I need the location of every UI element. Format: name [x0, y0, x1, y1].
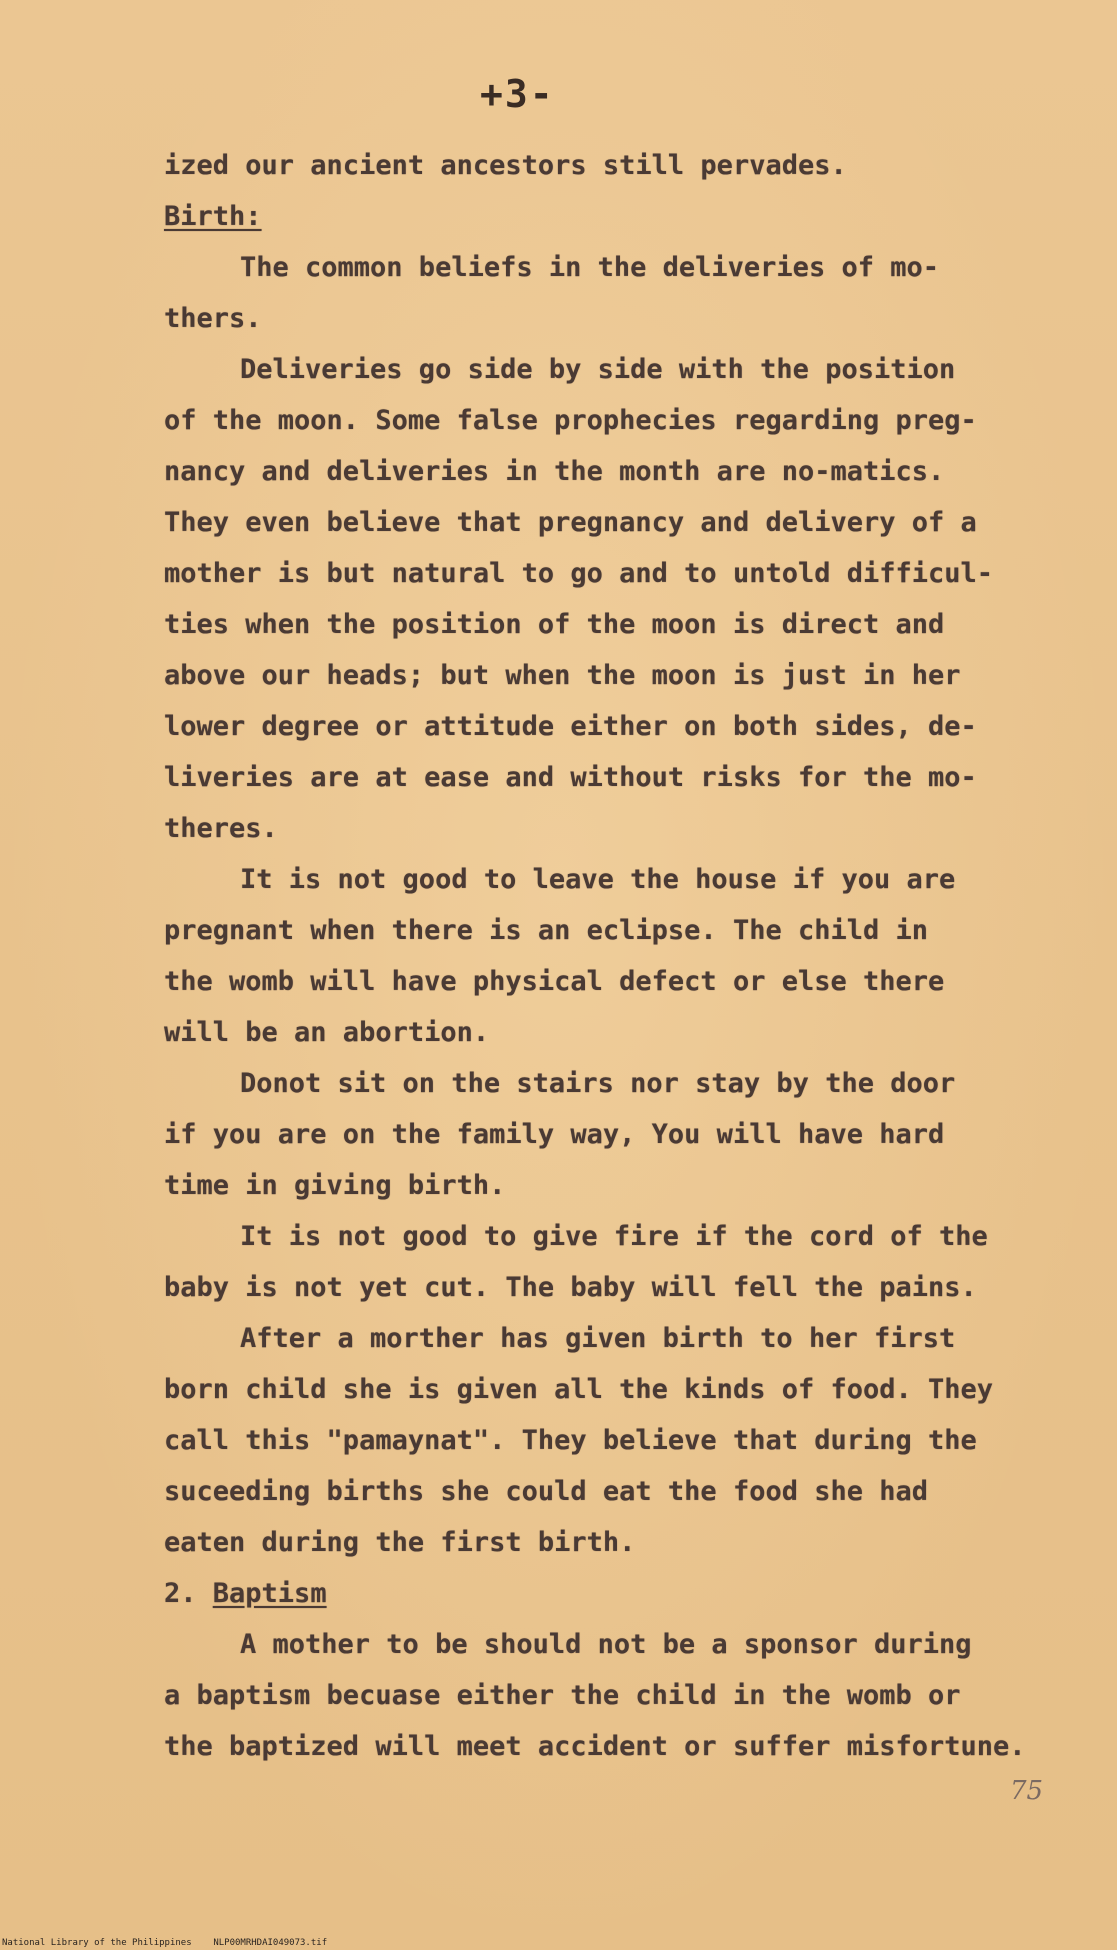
text-line-27: suceeding births she could eat the food she had: [164, 1476, 929, 1507]
archive-footer-stamp: National Library of the Philippines NLP00MRHDAI049073.tif: [2, 1938, 328, 1948]
text-line-24: After a morther has given birth to her first: [240, 1323, 956, 1354]
text-line-28: eaten during the first birth.: [164, 1527, 636, 1558]
text-line-3: The common beliefs in the deliveries of mo-: [240, 252, 939, 283]
heading-number: 2.: [164, 1578, 213, 1609]
text-line-15: It is not good to leave the house if you are: [240, 864, 956, 895]
text-line-6: of the moon. Some false prophecies regarding preg-: [164, 405, 977, 436]
text-line-13: liveries are at ease and without risks for the mo-: [164, 762, 977, 793]
section-heading-baptism: [164, 1568, 1014, 1619]
heading-word: Baptism: [212, 1578, 327, 1609]
text-line-12: lower degree or attitude either on both sides, de-: [164, 711, 977, 742]
text-line-17: the womb will have physical defect or else there: [164, 966, 945, 997]
text-line-5: Deliveries go side by side with the position: [240, 354, 956, 385]
text-line-31: a baptism becuase either the child in the womb or: [164, 1680, 961, 1711]
text-line-26: call this "pamaynat". They believe that during the: [164, 1425, 977, 1456]
text-line-23: baby is not yet cut. The baby will fell the pains.: [164, 1272, 977, 1303]
text-line-8: They even believe that pregnancy and delivery of a: [164, 507, 977, 538]
text-line-16: pregnant when there is an eclipse. The child in: [164, 915, 929, 946]
page-number: +3-: [480, 72, 555, 116]
text-line-30: A mother to be should not be a sponsor during: [240, 1629, 972, 1660]
text-line-1: ized our ancient ancestors still pervades.: [164, 150, 847, 181]
text-line-20: if you are on the family way, You will have hard: [164, 1119, 945, 1150]
handwritten-page-mark: 75: [1010, 1776, 1044, 1806]
text-line-18: will be an abortion.: [164, 1017, 490, 1048]
text-line-21: time in giving birth.: [164, 1170, 506, 1201]
text-line-32: the baptized will meet accident or suffer misfortune.: [164, 1731, 1026, 1762]
body-text: [164, 140, 1026, 1772]
text-line-4: thers.: [164, 303, 262, 334]
text-line-22: It is not good to give fire if the cord of the: [240, 1221, 988, 1252]
text-line-9: mother is but natural to go and to untold difficul-: [164, 558, 994, 589]
section-heading-birth: Birth:: [164, 201, 262, 232]
text-line-10: ties when the position of the moon is direct and: [164, 609, 945, 640]
text-line-11: above our heads; but when the moon is just in her: [164, 660, 961, 691]
text-line-25: born child she is given all the kinds of food. They: [164, 1374, 994, 1405]
text-line-14: theres.: [164, 813, 278, 844]
text-line-19: Donot sit on the stairs nor stay by the door: [240, 1068, 956, 1099]
text-line-7: nancy and deliveries in the month are no-matics.: [164, 456, 945, 487]
